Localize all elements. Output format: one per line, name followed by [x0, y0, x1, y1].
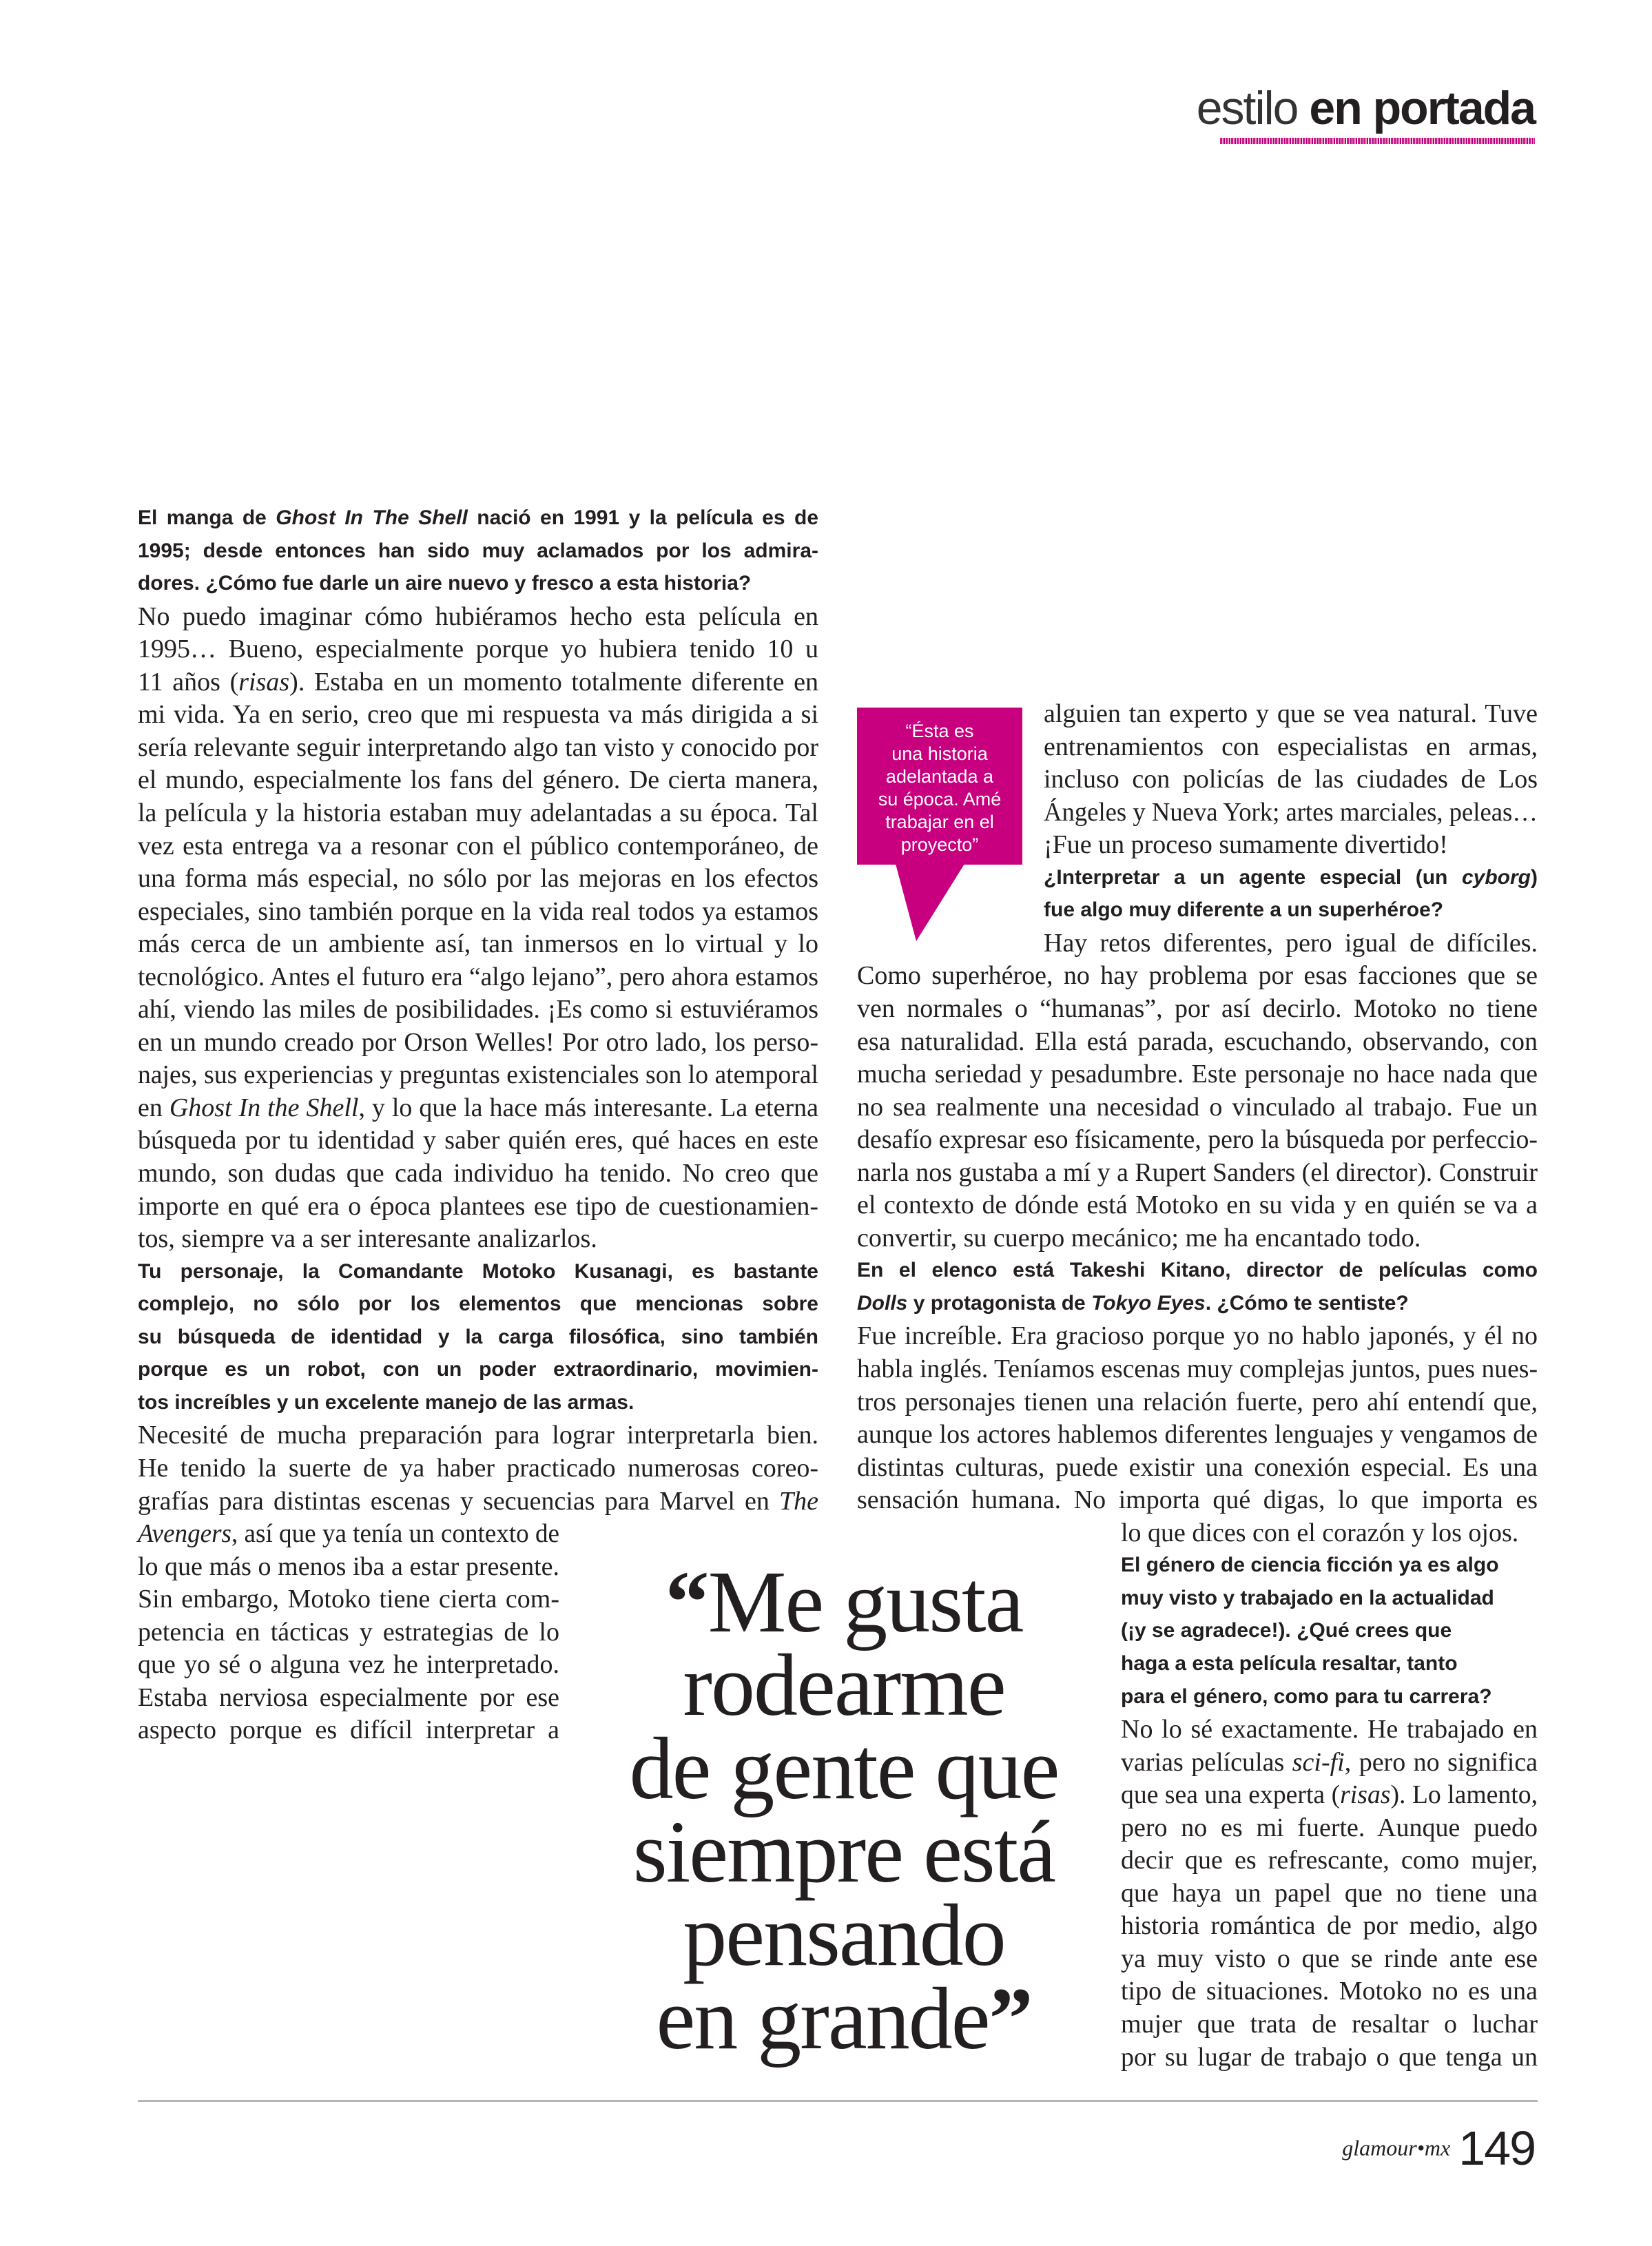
text-run: esa naturalidad. Ella está parada, escuchando, observando, con: [857, 1027, 1538, 1056]
callout-line: una historia: [891, 743, 988, 764]
text-run: Fue increíble. Era gracioso porque yo no hablo japonés, y él no: [857, 1321, 1538, 1351]
pull-quote-line: pensando: [683, 1886, 1005, 1984]
answer-line: [138, 796, 818, 830]
question-line: [1121, 1582, 1538, 1615]
answer-line: [138, 1681, 559, 1714]
text-run: No puedo imaginar cómo hubiéramos hecho esta película en: [138, 601, 818, 631]
answer-line: [138, 1713, 559, 1747]
text-run: que sea una experta (: [1121, 1780, 1341, 1810]
text-run: lo que más o menos iba a estar presente.: [138, 1552, 559, 1581]
italic-text: Ghost In the Shell: [169, 1093, 359, 1122]
text-run: más cerca de un ambiente así, tan inmersos en lo virtual y lo: [138, 929, 818, 959]
italic-text: Avengers: [138, 1519, 232, 1549]
answer-line: [1044, 927, 1538, 960]
text-run: Ángeles y Nueva York; artes marciales, peleas…: [1044, 797, 1538, 827]
question-line: [138, 1321, 818, 1354]
answer-line: [1044, 730, 1538, 763]
text-run: El género de ciencia ficción ya es algo: [1121, 1554, 1499, 1577]
answer-line: [138, 1058, 818, 1091]
text-run: ): [1531, 865, 1538, 889]
text-run: que yo sé o alguna vez he interpretado.: [138, 1650, 559, 1680]
answer-line: [857, 1091, 1538, 1124]
text-run: pero no es mi fuerte. Aunque puedo: [1121, 1813, 1538, 1842]
answer-line: [138, 1157, 818, 1190]
answer-line: [138, 1026, 818, 1059]
callout-box: [857, 708, 1022, 865]
text-run: porque es un robot, con un poder extraordinario, movimien-: [138, 1358, 818, 1381]
text-run: petencia en tácticas y estrategias de lo: [138, 1617, 559, 1647]
answer-line: [138, 698, 818, 731]
answer-line: [857, 992, 1538, 1025]
text-run: sensación humana. No importa qué digas, lo que importa es: [857, 1485, 1538, 1515]
answer-line: [857, 959, 1538, 992]
answer-line: [138, 1648, 559, 1681]
callout-line: adelantada a: [885, 766, 994, 787]
text-run: nació en 1991 y la película es de: [467, 506, 819, 529]
text-run: especiales, sino también porque en la vida real todos ya estamos: [138, 896, 818, 926]
answer-line: [857, 1352, 1538, 1385]
text-run: mi vida. Ya en serio, creo que mi respuesta va más dirigida a si: [138, 700, 818, 730]
text-run: Tu personaje, la Comandante Motoko Kusanagi, es bastante: [138, 1259, 818, 1283]
italic-text: risas: [238, 667, 290, 697]
answer-line: [1044, 796, 1538, 829]
answer-line: [138, 960, 818, 993]
question-line: [138, 502, 818, 535]
text-run: . ¿Cómo te sentiste?: [1205, 1291, 1409, 1315]
italic-text: Ghost In The Shell: [276, 506, 468, 529]
answer-line: [1044, 828, 1538, 861]
text-run: decir que es refrescante, como mujer,: [1121, 1846, 1538, 1875]
text-run: complejo, no sólo por los elementos que mencionas sobre: [138, 1292, 818, 1316]
answer-line: [857, 1156, 1538, 1189]
pull-quote-line: [606, 1970, 1082, 2068]
text-run: en: [138, 1093, 169, 1122]
text-run: Como superhéroe, no hay problema por esas facciones que se: [857, 961, 1538, 991]
text-run: tos increíbles y un excelente manejo de las armas.: [138, 1390, 634, 1414]
answer-line: [138, 830, 818, 863]
text-run: mucha seriedad y pesadumbre. Este personaje no hace nada que: [857, 1060, 1538, 1089]
answer-line: [1121, 1942, 1538, 1975]
answer-line: [1044, 763, 1538, 796]
question-line: [1121, 1680, 1538, 1713]
text-run: ¡Fue un proceso sumamente divertido!: [1044, 830, 1448, 860]
answer-line: [1121, 1713, 1538, 1746]
answer-line: [1121, 1909, 1538, 1942]
answer-line: [138, 1583, 559, 1616]
text-run: najes, sus experiencias y preguntas existenciales son lo atemporal: [138, 1060, 818, 1090]
pull-quote-line: siempre está: [632, 1803, 1055, 1901]
text-run: que haya un papel que no tiene una: [1121, 1878, 1538, 1908]
text-run: en un mundo creado por Orson Welles! Por otro lado, los perso-: [138, 1027, 818, 1057]
answer-line: [138, 1452, 818, 1485]
answer-line: [1044, 697, 1538, 730]
question-line: [1044, 894, 1538, 927]
text-run: mundo, son dudas que cada individuo ha tenido. No creo que: [138, 1159, 818, 1188]
answer-line: [857, 1483, 1538, 1516]
text-run: narla nos gustaba a mí y a Rupert Sanders (el director). Construir: [857, 1157, 1538, 1187]
text-run: sería relevante seguir interpretando algo tan visto y conocido por: [138, 732, 818, 762]
question-line: [1121, 1614, 1538, 1647]
pull-quote-line: [606, 1553, 1082, 1651]
answer-line: [138, 993, 818, 1026]
callout-line: proyecto”: [900, 834, 979, 855]
section-header: [1197, 81, 1535, 135]
text-run: , pero no significa: [1344, 1747, 1538, 1777]
text-run: aspecto porque es difícil interpretar a: [138, 1716, 559, 1745]
answer-line: [138, 1485, 818, 1518]
answer-line: [857, 1418, 1538, 1451]
callout-line: trabajar en el: [885, 812, 994, 832]
answer-line: [857, 1451, 1538, 1484]
text-run: ya muy visto o que se rinde ante ese: [1121, 1944, 1538, 1973]
text-run: ahí, viendo las miles de posibilidades. ¡Es como si estuviéramos: [138, 995, 818, 1024]
answer-line: [857, 1385, 1538, 1419]
italic-text: The: [779, 1486, 818, 1516]
italic-text: cyborg: [1461, 865, 1531, 889]
text-run: vez esta entrega va a resonar con el público contemporáneo, de: [138, 831, 818, 861]
question-line: [857, 1287, 1538, 1320]
question-line: [857, 1254, 1538, 1287]
text-run: la película y la historia estaban muy adelantadas a su época. Tal: [138, 798, 818, 827]
text-run: tecnológico. Antes el futuro era “algo lejano”, pero ahora estamos: [138, 962, 818, 991]
text-run: grafías para distintas escenas y secuencias para Marvel en: [138, 1486, 779, 1516]
answer-line: [857, 1025, 1538, 1058]
callout-pointer: [896, 864, 964, 941]
question-line: [138, 567, 818, 600]
answer-line: [1121, 1516, 1538, 1549]
answer-line: [857, 1222, 1538, 1255]
text-run: ). Lo lamento,: [1390, 1780, 1538, 1810]
callout-text: [857, 720, 1022, 856]
answer-line: [138, 731, 818, 764]
text-run: ). Estaba en un momento totalmente diferente en: [289, 667, 818, 697]
pull-quote-text: Me gusta: [708, 1553, 1023, 1651]
answer-line: [857, 1123, 1538, 1156]
answer-line: [857, 1058, 1538, 1091]
section-label-light: estilo: [1196, 82, 1298, 134]
answer-line: [1121, 2008, 1538, 2041]
text-run: Necesité de mucha preparación para lograr interpretarla bien.: [138, 1421, 818, 1450]
question-line: [138, 1288, 818, 1321]
answer-line: [138, 1091, 818, 1124]
text-run: En el elenco está Takeshi Kitano, director de películas como: [857, 1259, 1538, 1282]
text-run: alguien tan experto y que se vea natural. Tuve: [1044, 699, 1538, 728]
question-line: [138, 1386, 818, 1419]
text-run: ¿Interpretar a un agente especial (un: [1044, 865, 1462, 889]
answer-line: [138, 1222, 818, 1255]
question-line: [1044, 861, 1538, 894]
callout-line: su época. Amé: [878, 789, 1002, 810]
pull-quote: [606, 1553, 1082, 2068]
text-run: historia romántica de por medio, algo: [1121, 1911, 1538, 1941]
close-quote-mark: ”: [989, 1970, 1032, 2068]
text-run: una forma más especial, no sólo por las mejoras en los efectos: [138, 864, 818, 894]
question-line: [138, 535, 818, 568]
callout-line: “Ésta es: [905, 721, 974, 741]
answer-line: [138, 1616, 559, 1649]
answer-line: [1121, 1877, 1538, 1910]
text-run: No lo sé exactamente. He trabajado en: [1121, 1715, 1538, 1744]
text-run: tros personajes tienen una relación fuerte, pero ahí entendí que,: [857, 1387, 1538, 1416]
text-run: Hay retos diferentes, pero igual de difíciles.: [1044, 928, 1538, 958]
text-run: haga a esta película resaltar, tanto: [1121, 1651, 1458, 1675]
page-number: 149: [1458, 2121, 1535, 2175]
answer-line: [138, 862, 818, 895]
text-run: El manga de: [138, 506, 276, 529]
text-run: , así que ya tenía un contexto de: [231, 1519, 559, 1549]
pull-quote-text: en grande: [656, 1970, 989, 2068]
answer-line: [138, 666, 818, 699]
text-run: el contexto de dónde está Motoko en su vida y en quién se va a: [857, 1191, 1538, 1220]
answer-line: [138, 927, 818, 960]
italic-text: Tokyo Eyes: [1091, 1291, 1206, 1315]
text-run: aunque los actores hablemos diferentes lenguajes y vengamos de: [857, 1420, 1538, 1450]
question-line: [1121, 1549, 1538, 1582]
italic-text: Dolls: [857, 1291, 908, 1315]
magazine-brand: glamour•mx: [1342, 2135, 1451, 2161]
text-run: para el género, como para tu carrera?: [1121, 1684, 1492, 1708]
text-run: 1995… Bueno, especialmente porque yo hubiera tenido 10 u: [138, 635, 818, 664]
header-underline: [1220, 138, 1535, 144]
answer-line: [1121, 1844, 1538, 1877]
answer-line: [1121, 1778, 1538, 1811]
footer-divider: [138, 2100, 1538, 2102]
text-run: desafío expresar eso físicamente, pero la búsqueda por perfeccio-: [857, 1125, 1538, 1155]
answer-line: [1121, 1975, 1538, 2008]
text-run: el mundo, especialmente los fans del género. De cierta manera,: [138, 765, 818, 795]
text-run: ven normales o “humanas”, por así decirlo. Motoko no tiene: [857, 993, 1538, 1023]
text-run: incluso con policías de las ciudades de Los: [1044, 765, 1538, 794]
text-run: lo que dices con el corazón y los ojos.: [1121, 1518, 1519, 1547]
text-run: convertir, su cuerpo mecánico; me ha encantado todo.: [857, 1223, 1421, 1253]
text-run: búsqueda por tu identidad y saber quién eres, qué haces en este: [138, 1126, 818, 1155]
text-run: tipo de situaciones. Motoko no es una: [1121, 1977, 1538, 2006]
answer-line: [138, 632, 818, 666]
text-run: por su lugar de trabajo o que tenga un: [1121, 2042, 1538, 2072]
answer-line: [138, 1124, 818, 1157]
text-run: su búsqueda de identidad y la carga filosófica, sino también: [138, 1325, 818, 1348]
section-label-bold: en portada: [1309, 82, 1535, 134]
answer-line: [1121, 2041, 1538, 2074]
answer-line: [138, 895, 818, 928]
italic-text: risas: [1340, 1780, 1391, 1810]
text-run: Estaba nerviosa especialmente por ese: [138, 1682, 559, 1712]
text-run: 11 años (: [138, 667, 239, 697]
text-run: , y lo que la hace más interesante. La eterna: [358, 1093, 818, 1122]
answer-line: [1121, 1746, 1538, 1779]
text-run: tos, siempre va a ser interesante analizarlos.: [138, 1224, 597, 1254]
text-run: entrenamientos con especialistas en armas,: [1044, 732, 1538, 761]
pull-quote-line: de gente que: [629, 1720, 1059, 1817]
text-run: importe en qué era o época plantees ese tipo de cuestionamien-: [138, 1191, 818, 1221]
answer-line: [138, 1517, 559, 1550]
text-run: Sin embargo, Motoko tiene cierta com-: [138, 1585, 559, 1614]
page-footer: [1342, 2121, 1535, 2176]
text-run: distintas culturas, puede existir una conexión especial. Es una: [857, 1452, 1538, 1482]
answer-line: [138, 1419, 818, 1452]
text-run: dores. ¿Cómo fue darle un aire nuevo y fresco a esta historia?: [138, 572, 752, 595]
text-run: fue algo muy diferente a un superhéroe?: [1044, 898, 1444, 922]
text-run: no sea realmente una necesidad o vinculado al trabajo. Fue un: [857, 1092, 1538, 1122]
answer-line: [138, 600, 818, 633]
text-run: 1995; desde entonces han sido muy aclamados por los admira-: [138, 539, 818, 562]
question-line: [1121, 1647, 1538, 1680]
answer-line: [1121, 1811, 1538, 1844]
text-run: y protagonista de: [907, 1291, 1092, 1315]
answer-line: [857, 1188, 1538, 1222]
text-run: muy visto y trabajado en la actualidad: [1121, 1586, 1494, 1609]
text-run: (¡y se agradece!). ¿Qué crees que: [1121, 1619, 1452, 1642]
answer-line: [857, 1319, 1538, 1352]
answer-line: [138, 1190, 818, 1223]
question-line: [138, 1353, 818, 1386]
question-line: [138, 1255, 818, 1288]
text-run: He tenido la suerte de ya haber practicado numerosas coreo-: [138, 1453, 818, 1483]
answer-line: [138, 763, 818, 796]
open-quote-mark: “: [665, 1553, 708, 1651]
italic-text: sci-fi: [1292, 1747, 1345, 1777]
text-run: varias películas: [1121, 1747, 1292, 1777]
answer-line: [138, 1550, 559, 1583]
pull-quote-line: rodearme: [683, 1636, 1005, 1734]
text-run: habla inglés. Teníamos escenas muy complejas juntos, pues nues-: [857, 1354, 1538, 1383]
text-run: mujer que trata de resaltar o luchar: [1121, 2010, 1538, 2039]
